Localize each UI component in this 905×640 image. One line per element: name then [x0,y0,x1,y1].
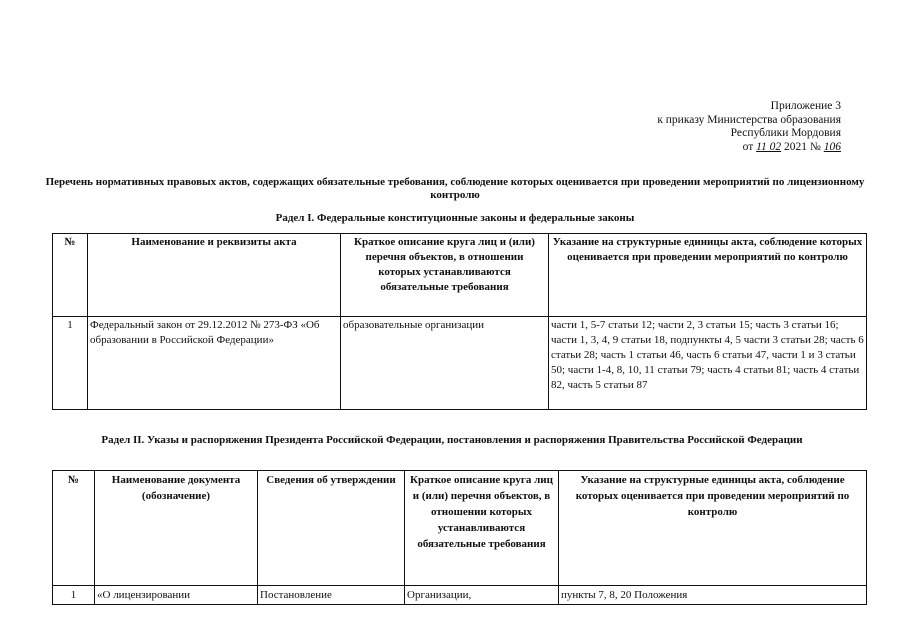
appendix-line-2: к приказу Министерства образования [657,113,841,126]
row-act: Федеральный закон от 29.12.2012 № 273-ФЗ «Об образовании в Российской Федерации» [88,317,341,410]
appendix-line-1: Приложение 3 [770,100,841,112]
header-number: № [53,234,88,317]
header-structural-units: Указание на структурные единицы акта, соблюдение которых оценивается при проведении мероприятий по контролю [559,471,867,586]
date-day-month: 11 02 [756,140,782,153]
header-act-name: Наименование и реквизиты акта [88,234,341,317]
section-1-table [52,233,867,410]
section-2-title: Радел II. Указы и распоряжения Президента Российской Федерации, постановления и распоряжения Правительства Российской Федерации [101,434,803,446]
row-number: 1 [53,317,88,410]
header-document-name: Наименование документа (обозначение) [95,471,258,586]
row-persons: Организации, [405,586,559,605]
section-1-title: Радел I. Федеральные конституционные законы и федеральные законы [275,212,635,224]
appendix-block [657,100,841,154]
row-approval: Постановление [258,586,405,605]
header-persons: Краткое описание круга лиц и (или) перечня объектов, в отношении которых устанавливаются обязательные требования [405,471,559,586]
row-units: пункты 7, 8, 20 Положения [559,586,867,605]
date-year: 2021 № [784,140,821,153]
section-2-table [52,470,867,605]
header-approval-info: Сведения об утверждении [258,471,405,586]
row-persons: образовательные организации [341,317,549,410]
appendix-line-3: Республики Мордовия [730,127,841,139]
order-number: 106 [823,140,841,153]
header-number: № [53,471,95,586]
header-structural-units: Указание на структурные единицы акта, соблюдение которых оценивается при проведении мероприятий по контролю [549,234,867,317]
table-header-row [53,234,867,317]
row-number: 1 [53,586,95,605]
table-row [53,586,867,605]
table-row [53,317,867,410]
row-document-name: «О лицензировании [95,586,258,605]
document-title: Перечень нормативных правовых актов, содержащих обязательные требования, соблюдение которых оценивается при проведении мероприятий по лицензионному контролю [45,176,865,201]
header-persons: Краткое описание круга лиц и (или) перечня объектов, в отношении которых устанавливаются обязательные требования [341,234,549,317]
row-units: части 1, 5-7 статьи 12; части 2, 3 статьи 15; часть 3 статьи 16; части 1, 3, 4, 9 статьи 18, подпункты 4, 5 части 3 статьи 28; часть 6 статьи 28; часть 1 статьи 46, часть 6 статьи 47, части 1 и 3 статьи 50; части 1-4, 8, 10, 11 статьи 79; часть 4 статьи 81; часть 4 статьи 82, часть 5 статьи 87 [549,317,867,410]
appendix-date-line [657,141,841,155]
table-header-row [53,471,867,586]
date-prefix: от [742,140,754,153]
